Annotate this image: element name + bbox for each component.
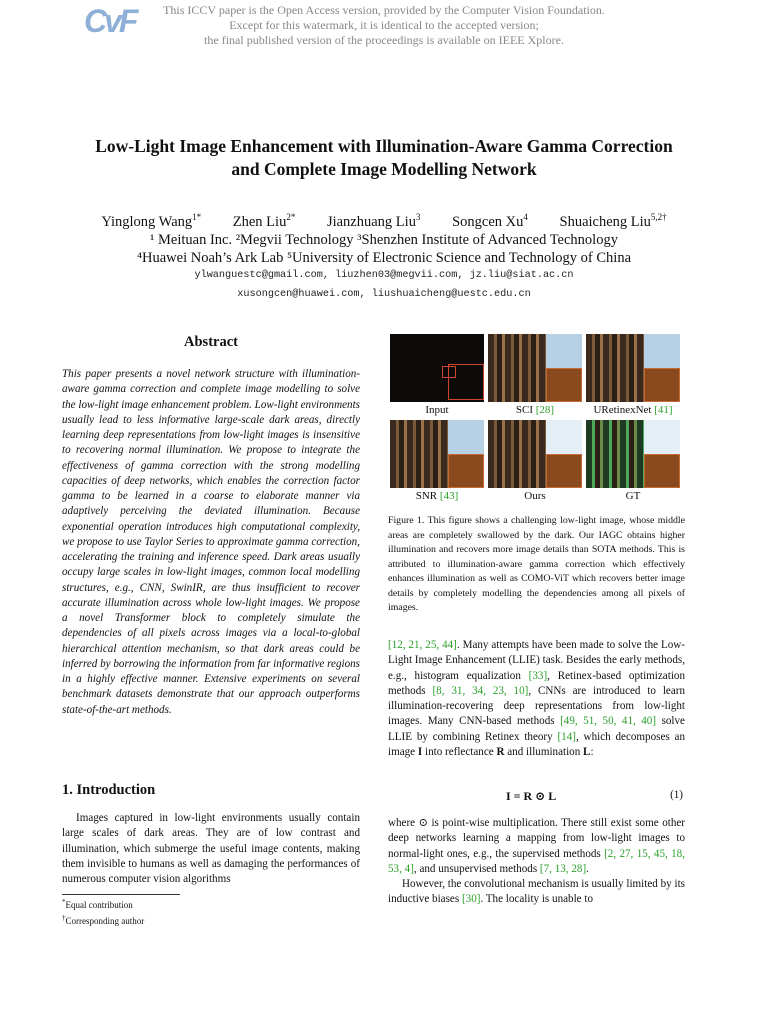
citation-link[interactable]: [8, 31, 34, 23, 10] [432,684,529,697]
email-line: xusongcen@huawei.com, liushuaicheng@uestc.edu.cn [237,289,531,300]
label-gt: GT [625,490,641,502]
title-line: Low-Light Image Enhancement with Illumination-Aware Gamma Correction [95,136,673,156]
author-names [40,208,728,231]
image-gt [586,420,680,488]
paragraph: However, the convolutional mechanism is usually limited by its inductive biases [30]. The locality is unable to [388,878,685,906]
introduction-text: Images captured in low-light environments usually contain large scales of dark areas. They are of low contrast and illumination, which submerge the useful image contents, making them invisible to humans as well as damaging the performances of numerous computer vision algorithms [62,812,360,885]
intro-continued-paragraphs [388,816,685,908]
watermark-line: the final published version of the proceedings is available on IEEE Xplore. [204,33,564,47]
abstract-heading: Abstract [184,334,238,350]
author: Songcen Xu$^4$ [452,212,528,230]
citation-link[interactable]: [33] [528,669,548,682]
image-sci [488,334,582,402]
image-snr [390,420,484,488]
watermark-line: Except for this watermark, it is identical to the accepted version; [229,18,539,32]
equation-number: (1) [670,789,683,801]
citation-link[interactable]: [12, 21, 25, 44] [388,639,457,651]
author: Yinglong Wang$^{1*}$ [101,212,202,230]
citation-link[interactable]: [2, 27, 15, 45, 18, 53, 4] [388,847,686,875]
affiliation-line: ¹ Meituan Inc. ²Megvii Technology ³Shenzhen Institute of Advanced Technology [150,231,618,248]
open-access-watermark [150,3,618,48]
figure-1 [390,334,684,506]
paragraph: where ⊙ is point-wise multiplication. There still exist some other deep networks learning a mapping from low-light images to normal-light ones, e.g., the supervised methods [2, 27, 15, 45, 18, 53, 4], and unsupervised methods [7, 13, 28]. [388,817,686,875]
label-ours: Ours [524,490,546,502]
introduction-heading: 1. Introduction [62,782,156,798]
cvf-logo: CvF [84,3,136,39]
author-block [40,208,728,267]
label-snr: SNR [43] [415,490,459,502]
abstract-text: This paper presents a novel network structure with illumination-aware gamma correction and complete image modelling to solve the low-light image enhancement problem. Low-light environments usually lead to less informative large-scale dark areas, directly learning deep representations from low-light images is insensitive to recovering normal illumination. We propose to integrate the effectiveness of gamma correction with the strong modelling capacities of deep networks, which enables the correction factor gamma to be learned in a coarse to elaborate manner via adaptively perceiving the deviated illumination. Because exponential operation introduces high computational complexity, we propose to use Taylor Series to approximate gamma correction, accelerating the training and inference speed. Dark areas usually occupy large scales in low-light images, common local modelling structures, e.g., CNN, SwinIR, are thus insufficient to recover accurate illumination across whole low-light images. We propose a novel Transformer block to completely simulate the dependencies of all pixels across images via a local-to-global hierarchical attention mechanism, so that dark areas could be inferred by borrowing the information from far informative regions in a highly effective manner. Extensive experiments on several benchmark datasets demonstrate that our approach outperforms state-of-the-art methods. [62,368,360,716]
intro-continued-paragraph: [12, 21, 25, 44]. Many attempts have been made to solve the Low-Light Image Enhancement (LLIE) task. Besides the early methods, e.g., histogram equalization [33], Retinex-based optimization methods [8, 31, 34, 23, 10], CNNs are introduced to learn illumination-recovering deep representations from low-light images. Many CNN-based methods [49, 51, 50, 41, 40] solve LLIE by combining Retinex theory [14], which decomposes an image I into reflectance R and illumination L: [388,639,685,759]
author: Jianzhuang Liu$^3$ [326,212,421,230]
label-sci: SCI [28] [515,404,555,416]
footnote-rule [62,894,180,895]
label-input: Input [425,404,449,416]
affiliation-line: ⁴Huawei Noah’s Ark Lab ⁵University of Electronic Science and Technology of China [136,249,632,266]
author: Shuaicheng Liu$^{5,2\dagger}$ [559,212,667,230]
citation-link[interactable]: [7, 13, 28] [539,862,587,875]
author: Zhen Liu$^{2*}$ [232,212,296,230]
footnote-corresponding: †Corresponding author [62,913,145,926]
image-ours [488,420,582,488]
label-uretinexnet: URetinexNet [41] [593,404,673,416]
citation-link[interactable]: [30] [461,893,481,906]
image-input [390,334,484,402]
title-line: and Complete Image Modelling Network [231,159,537,179]
footnote-equal: *Equal contribution [62,898,133,910]
figure-1-caption: Figure 1. This figure shows a challenging low-light image, whose middle areas are completely swallowed by the dark. Our IAGC obtains higher illumination and recovers more image details than SOTA methods. This is attributed to illumination-aware gamma correction which effectively enhances illumination as well as COMO-ViT which recovers better image details by completely modelling the dependencies among all pixels of images. [388,515,685,613]
image-uretinexnet [586,334,680,402]
citation-link[interactable]: [49, 51, 50, 41, 40] [560,715,657,728]
citation-link[interactable]: [14] [557,730,576,743]
watermark-line: This ICCV paper is the Open Access version, provided by the Computer Vision Foundation. [163,3,605,17]
equation-expression: I = R ⊙ L [506,789,557,803]
email-block [40,266,728,304]
footnotes [62,896,144,927]
paper-title [40,135,728,181]
email-line: ylwanguestc@gmail.com, liuzhen03@megvii.com, jz.liu@siat.ac.cn [194,270,574,281]
